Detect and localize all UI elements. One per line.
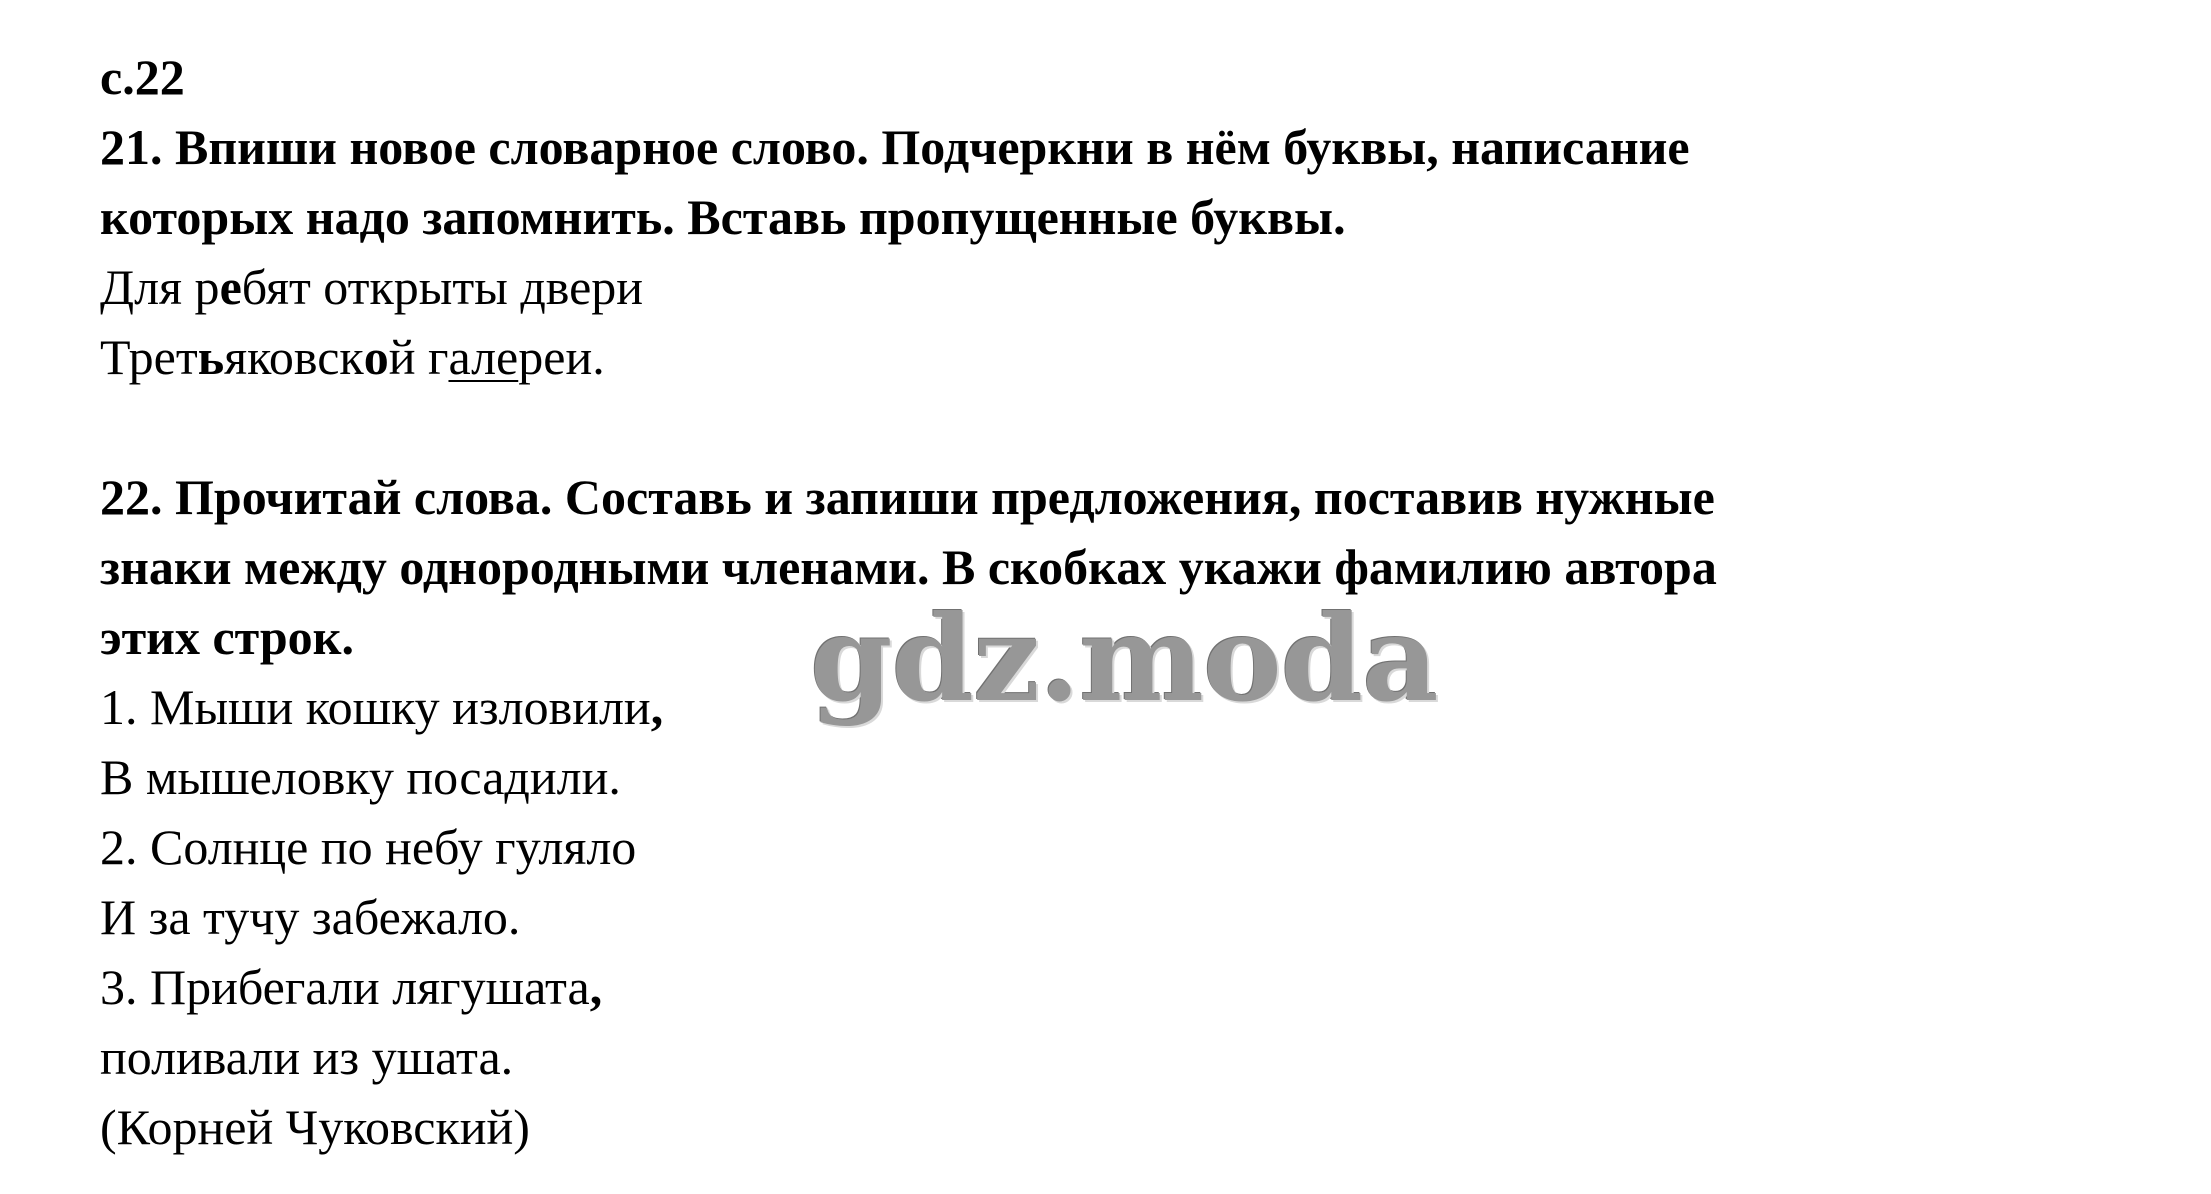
text-segment: 1. Мыши кошку изловили	[100, 679, 651, 735]
task22-item1-line2: В мышеловку посадили.	[100, 749, 621, 805]
task21-line1	[100, 252, 2160, 322]
task22-title-line3: этих строк.	[100, 609, 354, 665]
task22-item3-line2: поливали из ушата.	[100, 1029, 514, 1085]
task22-title-line2: знаки между однородными членами. В скобках укажи фамилию автора	[100, 539, 1717, 595]
text-segment: Трет	[100, 329, 198, 385]
inserted-comma: ,	[589, 959, 603, 1015]
task22-item3-line1	[100, 952, 2160, 1022]
task22-item1-line1	[100, 672, 2160, 742]
inserted-letter: ь	[197, 329, 225, 385]
inserted-comma: ,	[650, 679, 664, 735]
text-segment: реи.	[518, 329, 605, 385]
document-page	[100, 42, 2160, 1162]
text-segment: Для р	[100, 259, 220, 315]
inserted-letter: о	[363, 329, 389, 385]
text-segment: 3. Прибегали лягушата	[100, 959, 590, 1015]
task22-author: (Корней Чуковский)	[100, 1099, 530, 1155]
text-segment: й г	[388, 329, 449, 385]
inserted-letter: е	[219, 259, 242, 315]
task22-item2-line1: 2. Солнце по небу гуляло	[100, 819, 637, 875]
task22-item2-line2: И за тучу забежало.	[100, 889, 521, 945]
text-segment: яковск	[224, 329, 364, 385]
page-label: с.22	[100, 49, 185, 105]
underlined-letters: але	[448, 329, 519, 385]
task21-title-line2: которых надо запомнить. Вставь пропущенные буквы.	[100, 189, 1346, 245]
task21-line2	[100, 322, 2160, 392]
text-segment: бят открыты двери	[241, 259, 644, 315]
task22-title-line1: 22. Прочитай слова. Составь и запиши предложения, поставив нужные	[100, 469, 1715, 525]
section-spacer	[100, 392, 2160, 462]
task21-title-line1: 21. Впиши новое словарное слово. Подчеркни в нём буквы, написание	[100, 119, 1690, 175]
watermark: gdz.moda	[810, 589, 1438, 728]
